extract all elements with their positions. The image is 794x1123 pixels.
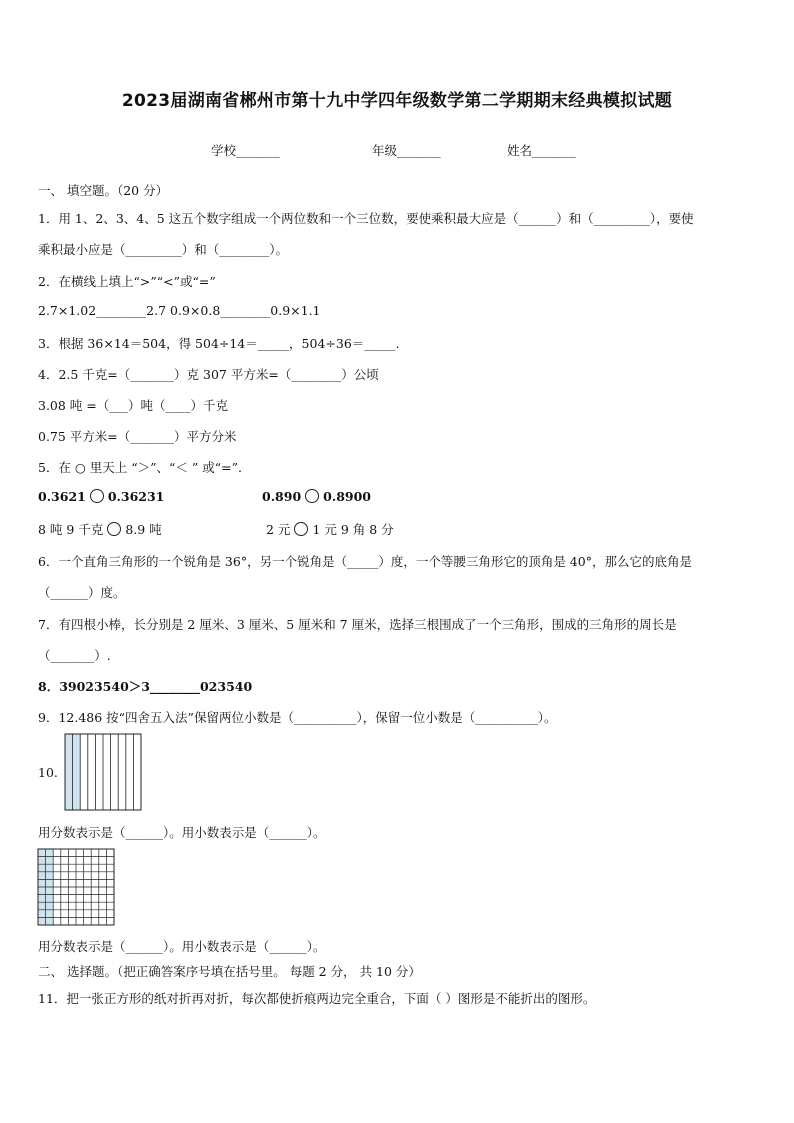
compare-circle-icon[interactable] (294, 522, 308, 536)
question-5-prompt: 5．在 ○ 里天上 “＞”、“＜ ” 或“=”. (38, 460, 243, 475)
question-7-line-1: 7．有四根小棒，长分别是 2 厘米、3 厘米、5 厘米和 7 厘米，选择三根围成了一个三角形，围成的三角形的周长是 (38, 617, 677, 632)
grade-field[interactable]: 年级_______ (372, 143, 441, 158)
question-10-line-b: 用分数表示是（______）。用小数表示是（______）。 (38, 939, 326, 954)
question-5-row-2-right (266, 520, 394, 538)
question-11: 11．把一张正方形的纸对折再对折，每次都使折痕两边完全重合，下面（ ）图形是不能折出的图形。 (38, 991, 596, 1006)
question-10-line-a: 用分数表示是（______）。用小数表示是（______）。 (38, 825, 326, 840)
q5-value: 0.36231 (107, 489, 165, 504)
section-1-header: 一、 填空题。（20 分） (38, 183, 169, 198)
question-4-line-2: 3.08 吨 =（___）吨（____）千克 (38, 398, 229, 413)
question-5-row-2-left (38, 520, 162, 538)
question-5-row-1-right (262, 489, 371, 504)
question-8: 8．39023540＞3________023540 (38, 679, 253, 694)
q5-value: 1 元 9 角 8 分 (312, 522, 394, 537)
question-4-line-1: 4．2.5 千克=（_______）克 307 平方米=（________）公顷 (38, 367, 379, 382)
question-6-line-1: 6．一个直角三角形的一个锐角是 36°，另一个锐角是（_____）度，一个等腰三角形它的顶角是 40°，那么它的底角是 (38, 554, 692, 569)
question-6-line-2: （______）度。 (38, 585, 126, 600)
q5-value: 0.8900 (323, 489, 371, 504)
shaded-strip (73, 734, 81, 810)
q5-value: 0.3621 (38, 489, 86, 504)
shaded-strip (65, 734, 73, 810)
question-1-line-2: 乘积最小应是（_________）和（________）。 (38, 242, 289, 257)
q5-value: 8 吨 9 千克 (38, 522, 104, 537)
section-2-header: 二、 选择题。（把正确答案序号填在括号里。 每题 2 分， 共 10 分） (38, 964, 421, 979)
question-1-line-1: 1．用 1、2、3、4、5 这五个数字组成一个两位数和一个三位数，要使乘积最大应是（______）和（_________），要使 (38, 211, 694, 226)
question-3: 3．根据 36×14＝504，得 504÷14＝_____，504÷36＝_____. (38, 336, 400, 351)
page-title: 2023届湖南省郴州市第十九中学四年级数学第二学期期末经典模拟试题 (121, 91, 673, 111)
fraction-strip-figure (64, 733, 142, 811)
question-5-row-1-left (38, 489, 164, 504)
compare-circle-icon[interactable] (90, 489, 104, 503)
q5-value: 8.9 吨 (125, 522, 162, 537)
compare-circle-icon[interactable] (305, 489, 319, 503)
compare-circle-icon[interactable] (107, 522, 121, 536)
question-2-line-2: 2.7×1.02________2.7 0.9×0.8________0.9×1.1 (38, 303, 321, 318)
q5-value: 0.890 (262, 489, 302, 504)
question-9: 9．12.486 按“四舍五入法”保留两位小数是（__________），保留一位小数是（__________）。 (38, 710, 557, 725)
question-2-line-1: 2．在横线上填上“>”“<”或“=” (38, 274, 216, 289)
name-field[interactable]: 姓名_______ (507, 143, 576, 158)
question-10-label: 10. (38, 765, 58, 780)
question-7-line-2: （_______）. (38, 648, 111, 663)
q5-value: 2 元 (266, 522, 291, 537)
question-4-line-3: 0.75 平方米=（_______）平方分米 (38, 429, 237, 444)
school-field[interactable]: 学校_______ (211, 143, 280, 158)
hundred-grid-figure (37, 848, 115, 926)
